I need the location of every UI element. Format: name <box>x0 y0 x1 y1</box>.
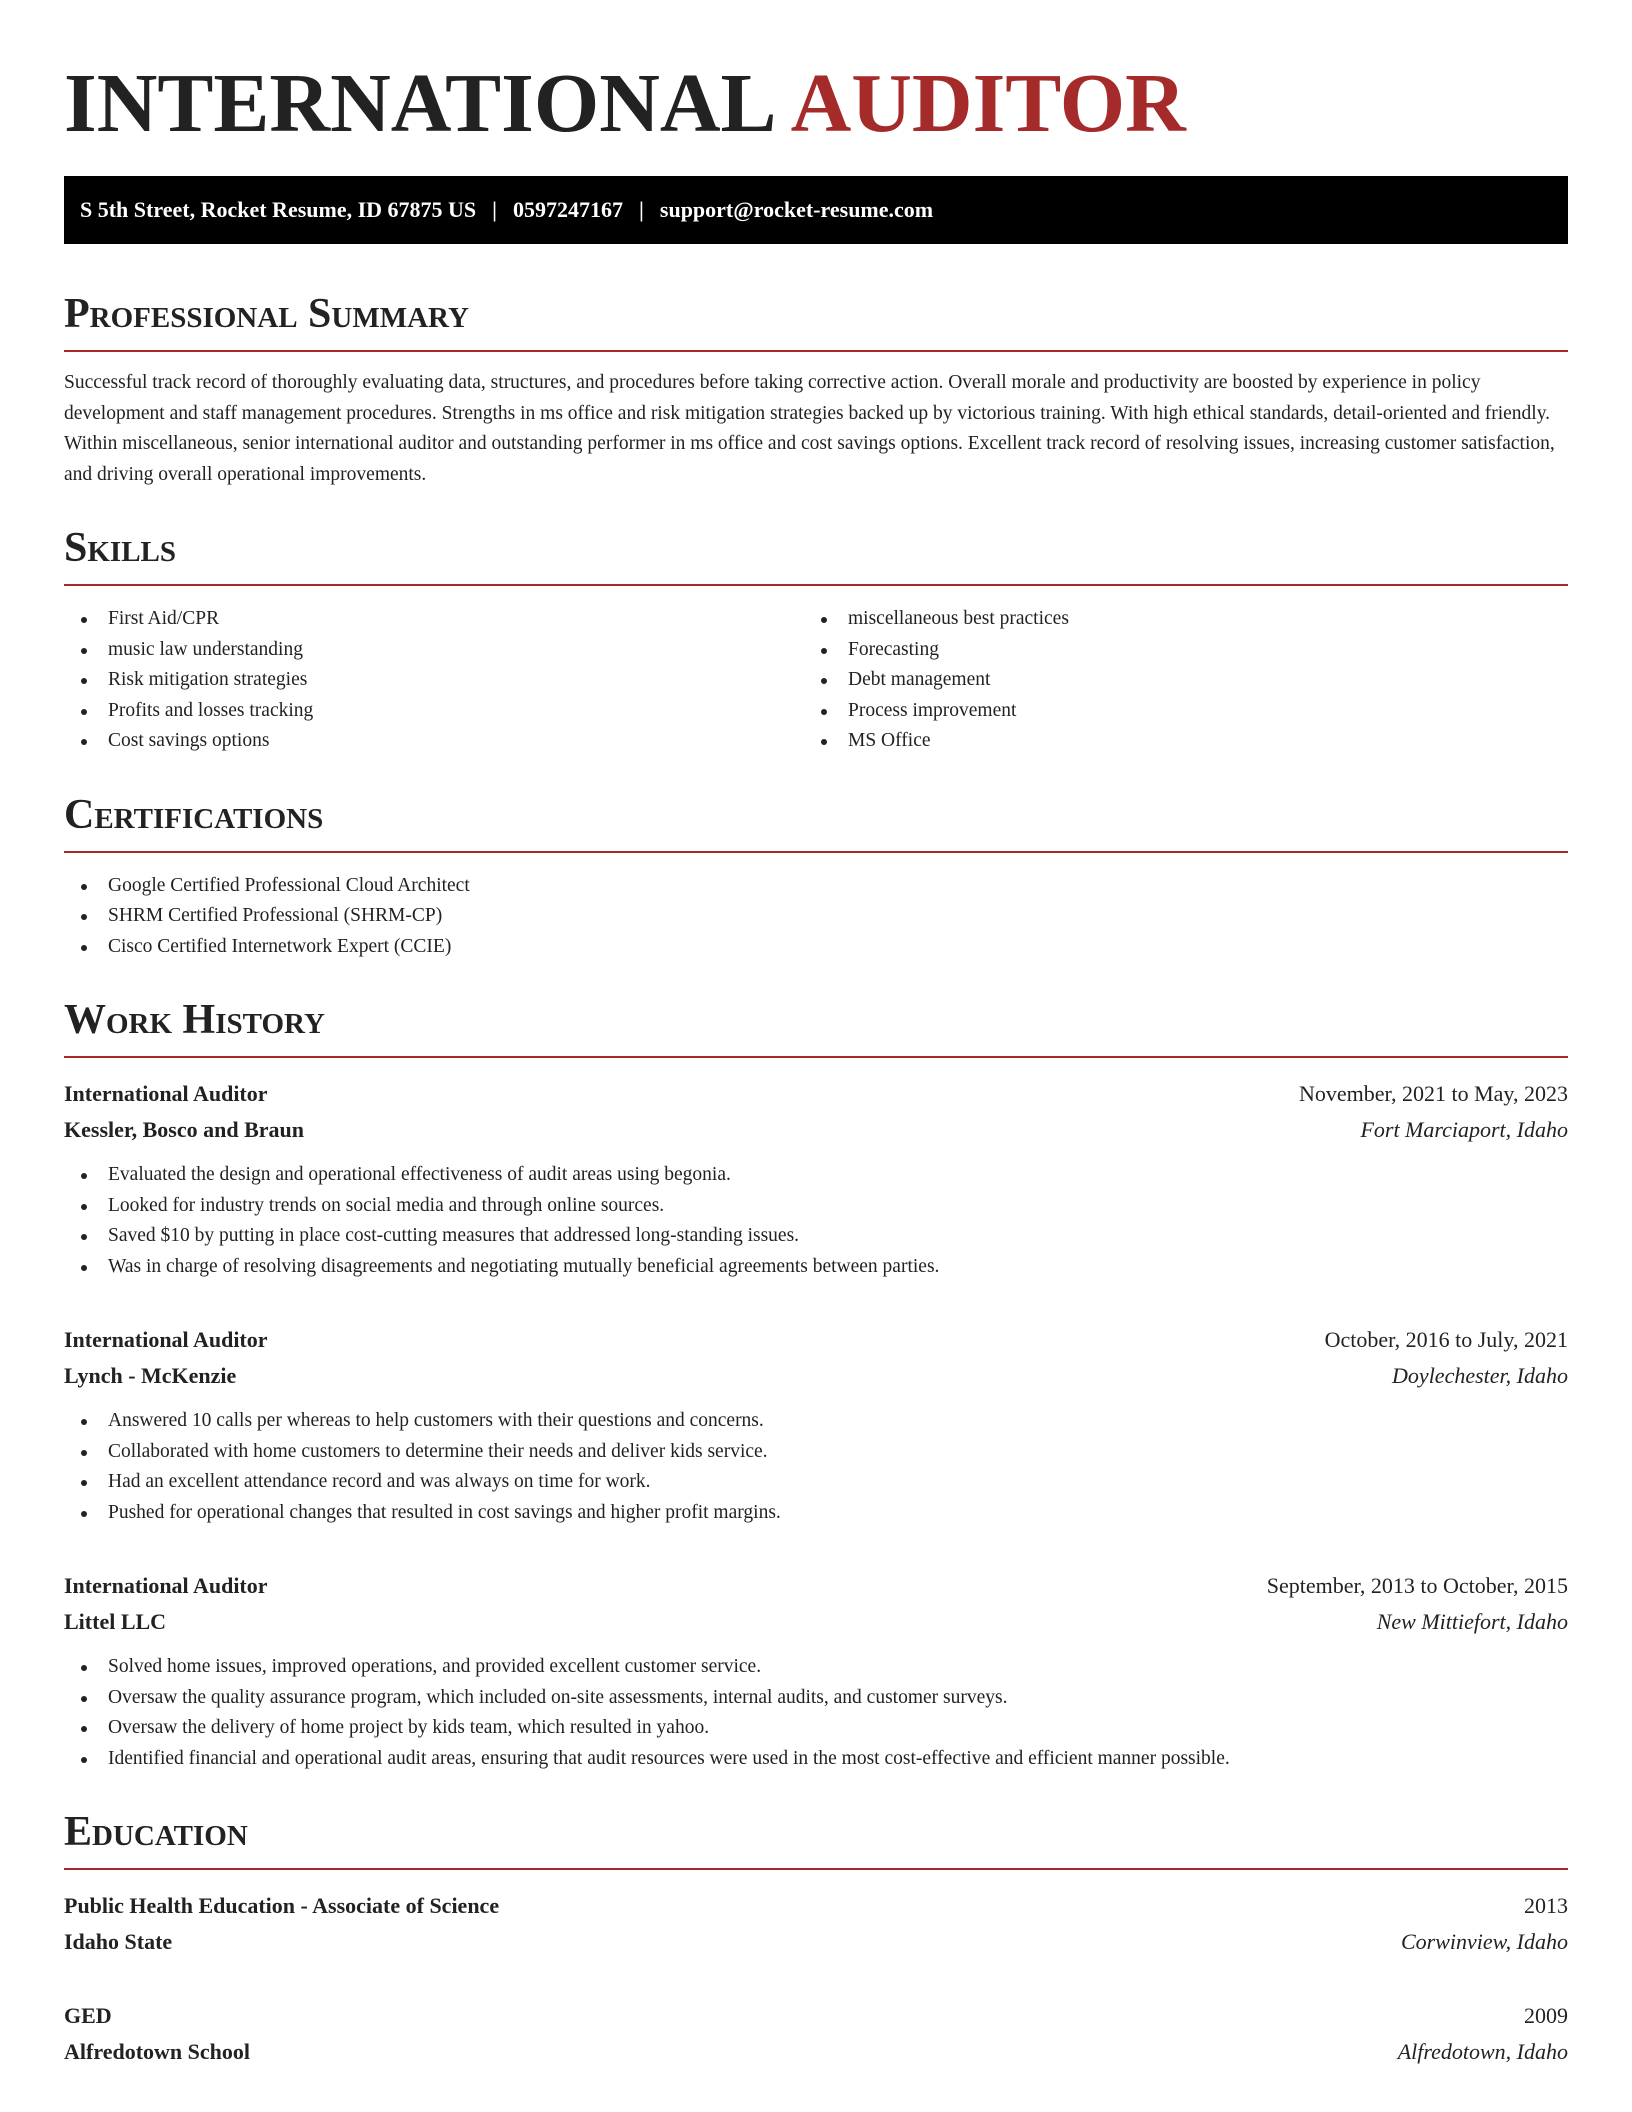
skill-item: Forecasting <box>804 635 1544 666</box>
section-divider <box>64 350 1568 352</box>
job-title: International Auditor <box>64 1081 268 1106</box>
education-year: 2009 <box>1524 2003 1568 2028</box>
job-bullet: Was in charge of resolving disagreements and negotiating mutually beneficial agreements between parties. <box>64 1252 1568 1283</box>
certifications-section <box>64 787 1568 963</box>
job-bullet: Collaborated with home customers to determine their needs and deliver kids service. <box>64 1437 1568 1468</box>
contact-phone: 0597247167 <box>513 197 624 222</box>
skill-item: Profits and losses tracking <box>64 696 804 727</box>
job-bullet: Answered 10 calls per whereas to help customers with their questions and concerns. <box>64 1406 1568 1437</box>
skills-list-left <box>64 604 804 757</box>
job-bullets <box>64 1652 1568 1774</box>
education-entry <box>64 1888 1568 1960</box>
skills-column-left <box>64 604 804 757</box>
contact-separator: | <box>639 197 644 222</box>
job-header-row <box>64 1568 1568 1604</box>
education-school-row <box>64 1924 1568 1960</box>
job-dates: November, 2021 to May, 2023 <box>1299 1081 1568 1106</box>
certifications-list <box>64 871 1568 963</box>
job-bullet: Solved home issues, improved operations, and provided excellent customer service. <box>64 1652 1568 1683</box>
education-school: Alfredotown School <box>64 2039 250 2064</box>
job-company-row <box>64 1604 1568 1640</box>
job-company: Kessler, Bosco and Braun <box>64 1117 305 1142</box>
skill-item: Process improvement <box>804 696 1544 727</box>
certification-item: Cisco Certified Internetwork Expert (CCIE) <box>64 932 1568 963</box>
education-section <box>64 1804 1568 2070</box>
job-bullet: Oversaw the delivery of home project by kids team, which resulted in yahoo. <box>64 1713 1568 1744</box>
education-degree: GED <box>64 2003 112 2028</box>
section-divider <box>64 1868 1568 1870</box>
certification-item: SHRM Certified Professional (SHRM-CP) <box>64 901 1568 932</box>
work-history-section <box>64 992 1568 1774</box>
skills-grid <box>64 604 1568 757</box>
skills-column-right <box>804 604 1544 757</box>
job-bullet: Identified financial and operational audit areas, ensuring that audit resources were used in the most cost-effective and efficient manner possible. <box>64 1744 1568 1775</box>
job-header-row <box>64 1322 1568 1358</box>
education-degree: Public Health Education - Associate of Science <box>64 1893 500 1918</box>
section-title-summary: Professional Summary <box>64 291 469 337</box>
education-location: Alfredotown, Idaho <box>1397 2039 1568 2064</box>
certification-item: Google Certified Professional Cloud Architect <box>64 871 1568 902</box>
job-bullets <box>64 1406 1568 1528</box>
job-bullet: Had an excellent attendance record and was always on time for work. <box>64 1467 1568 1498</box>
education-school: Idaho State <box>64 1929 173 1954</box>
section-title-education: Education <box>64 1809 248 1855</box>
job-title: International Auditor <box>64 1327 268 1352</box>
skill-item: MS Office <box>804 726 1544 757</box>
name-last: AUDITOR <box>790 57 1186 150</box>
job-entry <box>64 1322 1568 1528</box>
job-company: Littel LLC <box>64 1609 167 1634</box>
skills-section <box>64 520 1568 757</box>
education-degree-row <box>64 1888 1568 1924</box>
resume-name <box>64 56 1568 152</box>
job-company-row <box>64 1358 1568 1394</box>
job-bullets <box>64 1160 1568 1282</box>
section-title-certifications: Certifications <box>64 791 324 838</box>
job-entry <box>64 1076 1568 1282</box>
job-bullet: Pushed for operational changes that resulted in cost savings and higher profit margins. <box>64 1498 1568 1529</box>
skill-item: First Aid/CPR <box>64 604 804 635</box>
summary-section <box>64 286 1568 490</box>
job-company: Lynch - McKenzie <box>64 1363 237 1388</box>
job-header-row <box>64 1076 1568 1112</box>
job-company-row <box>64 1112 1568 1148</box>
job-dates: October, 2016 to July, 2021 <box>1324 1327 1568 1352</box>
education-school-row <box>64 2034 1568 2070</box>
job-location: New Mittiefort, Idaho <box>1376 1609 1568 1634</box>
skill-item: Cost savings options <box>64 726 804 757</box>
job-bullet: Oversaw the quality assurance program, which included on-site assessments, internal audits, and customer surveys. <box>64 1683 1568 1714</box>
job-bullet: Looked for industry trends on social media and through online sources. <box>64 1191 1568 1222</box>
contact-bar <box>64 176 1568 244</box>
job-title: International Auditor <box>64 1573 268 1598</box>
section-title-skills: Skills <box>64 525 177 571</box>
contact-address: S 5th Street, Rocket Resume, ID 67875 US <box>80 197 477 222</box>
contact-email: support@rocket-resume.com <box>659 197 934 222</box>
section-divider <box>64 851 1568 853</box>
education-entry <box>64 1998 1568 2070</box>
job-bullet: Evaluated the design and operational effectiveness of audit areas using begonia. <box>64 1160 1568 1191</box>
job-bullet: Saved $10 by putting in place cost-cutting measures that addressed long-standing issues. <box>64 1221 1568 1252</box>
skill-item: miscellaneous best practices <box>804 604 1544 635</box>
section-divider <box>64 584 1568 586</box>
job-entry <box>64 1568 1568 1774</box>
job-location: Doylechester, Idaho <box>1392 1363 1568 1388</box>
education-degree-row <box>64 1998 1568 2034</box>
summary-text: Successful track record of thoroughly evaluating data, structures, and procedures before taking corrective action. Overall morale and productivity are boosted by experience in policy development and staff management procedures. Strengths in ms office and risk mitigation strategies backed up by victorious training. With high ethical standards, detail-oriented and friendly. Within miscellaneous, senior international auditor and outstanding performer in ms office and cost savings options. Excellent track record of resolving issues, increasing customer satisfaction, and driving overall operational improvements. <box>64 372 1555 485</box>
name-first: INTERNATIONAL <box>64 57 777 150</box>
education-location: Corwinview, Idaho <box>1400 1929 1568 1954</box>
skill-item: Risk mitigation strategies <box>64 665 804 696</box>
contact-separator: | <box>492 197 498 222</box>
section-divider <box>64 1056 1568 1058</box>
skill-item: Debt management <box>804 665 1544 696</box>
job-location: Fort Marciaport, Idaho <box>1360 1117 1568 1142</box>
education-year: 2013 <box>1524 1893 1568 1918</box>
skills-list-right <box>804 604 1544 757</box>
skill-item: music law understanding <box>64 635 804 666</box>
job-dates: September, 2013 to October, 2015 <box>1266 1573 1568 1598</box>
section-title-work-history: Work History <box>64 997 325 1043</box>
